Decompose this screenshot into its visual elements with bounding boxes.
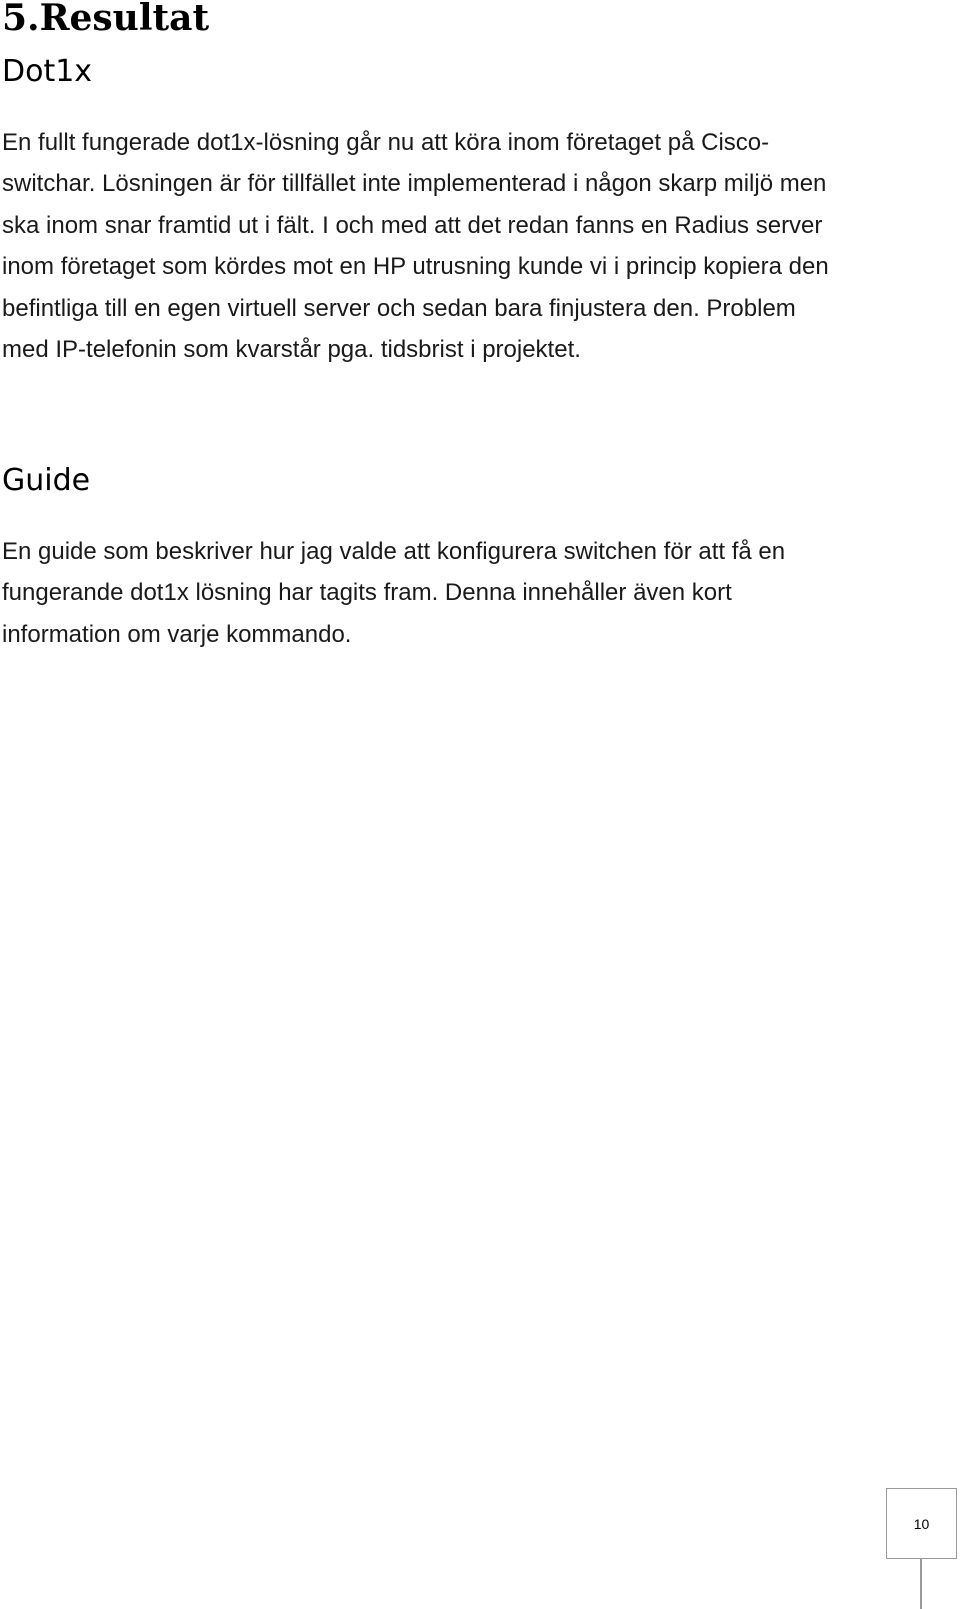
- chapter-title: 5.Resultat: [2, 0, 210, 39]
- page-number-stem: [920, 1559, 922, 1609]
- page-number-box: [886, 1488, 957, 1559]
- section-heading-dot1x: Dot1x: [2, 54, 93, 89]
- paragraph-line: switchar. Lösningen är för tillfället inte implementerad i någon skarp miljö men: [2, 170, 827, 198]
- paragraph-line: En fullt fungerade dot1x-lösning går nu att köra inom företaget på Cisco-: [2, 129, 770, 156]
- paragraph-line: fungerande dot1x lösning har tagits fram. Denna innehåller även kort: [2, 579, 732, 607]
- paragraph-line: information om varje kommando.: [2, 620, 352, 648]
- paragraph-line: inom företaget som kördes mot en HP utrusning kunde vi i princip kopiera den: [2, 253, 829, 281]
- paragraph-line: ska inom snar framtid ut i fält. I och med att det redan fanns en Radius server: [2, 211, 823, 239]
- paragraph-line: En guide som beskriver hur jag valde att konfigurera switchen för att få en: [2, 538, 786, 565]
- paragraph-line: med IP-telefonin som kvarstår pga. tidsbrist i projektet.: [2, 336, 581, 364]
- paragraph-dot1x: [2, 122, 952, 370]
- paragraph-line: befintliga till en egen virtuell server och sedan bara finjustera den. Problem: [2, 294, 796, 322]
- section-heading-guide: Guide: [2, 463, 91, 498]
- page-number: 10: [913, 1515, 930, 1532]
- paragraph-guide: [2, 531, 952, 655]
